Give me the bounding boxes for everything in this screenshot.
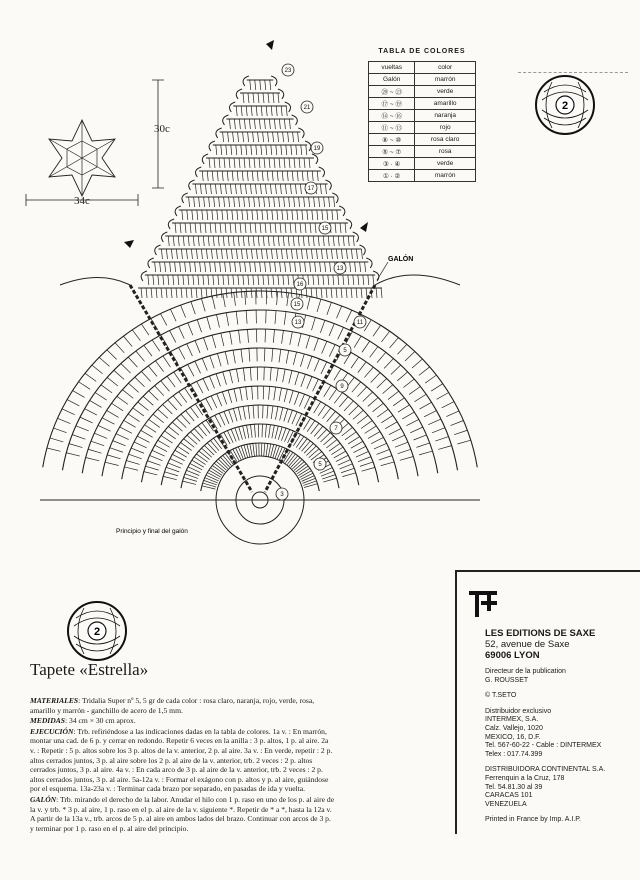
star-shape-icon [49,120,115,196]
svg-text:13: 13 [294,320,302,326]
table-cell: rojo [415,122,476,134]
paragraph-label: MEDIDAS [30,716,66,726]
svg-text:15: 15 [321,226,329,232]
table-row [369,170,476,182]
width-label: 34c [74,195,90,207]
decorative-dash-line [518,72,628,73]
svg-text:17: 17 [307,186,315,192]
svg-text:5: 5 [343,348,347,354]
color-table-grid [368,61,476,182]
distributor-line: CARACAS 101 [485,792,533,800]
copyright: © T.SETO [485,692,517,700]
table-cell: ⑳ ~ ㉓ [369,86,415,98]
article-title: Tapete «Estrella» [30,660,149,679]
round-marker [276,488,288,500]
distributor-line: Ferrenquin a la Cruz, 178 [485,774,565,782]
svg-text:7: 7 [334,426,338,432]
paragraph-galon [30,795,335,833]
table-row [369,74,476,86]
galon-label: GALÓN [388,256,414,263]
table-cell: ⑰ ~ ⑲ [369,98,415,110]
round-marker [282,64,294,76]
paragraph-text: : Tridalia Super nº 5, 5 gr de cada color : rosa claro, naranja, rojo, verde, rosa, amarillo y marrón - ganchillo de acero de 1,5 mm. [30,696,315,715]
svg-text:13: 13 [336,266,344,272]
distributor-line: VENEZUELA [485,800,527,808]
table-cell: Galón [369,74,415,86]
svg-text:11: 11 [356,320,364,326]
publisher-city: 69006 LYON [485,650,540,661]
arrow-marker-icon [360,222,368,232]
svg-text:5: 5 [318,462,322,468]
table-cell: naranja [415,110,476,122]
paragraph-ejecucion [30,727,335,794]
publisher-info [485,628,635,825]
galon-start-label: Principio y final del galón [116,528,188,535]
round-marker [311,142,323,154]
table-cell: verde [415,158,476,170]
paragraph-materials [30,696,335,715]
svg-text:15: 15 [293,302,301,308]
table-header: vueltas [369,62,415,74]
table-cell: ⑧ ~ ⑩ [369,134,415,146]
round-marker [291,298,303,310]
table-row [369,134,476,146]
paragraph-text: : Trb. mirando el derecho de la labor. Anudar el hilo con 1 p. raso en uno de los p. al aire de la v. y trb. * 3 p. al aire, 1 p. raso en el p. al aire de la v. siguiente *. Repetir de * a *, hasta la 12a v. A partir de la 13a v., trb. arcos de 5 p. al aire en ambos lados del brazo. Continuar con arcos de 3 p. y terminar por 1 p. raso en el p. al aire del principio. [30,794,335,833]
table-row [369,98,476,110]
table-cell: ⑭ ~ ⑯ [369,110,415,122]
round-marker [292,316,304,328]
paragraph-label: EJECUCIÓN [30,726,74,736]
round-marker [294,278,306,290]
table-cell: ③ · ④ [369,158,415,170]
round-marker [305,182,317,194]
distributor-line: Tel. 54.81.30 al 39 [485,783,543,791]
distributor-line: Telex : 017.74.399 [485,750,543,758]
table-cell: marrón [415,74,476,86]
printed-note: Printed in France by Imp. A.I.P. [485,816,581,824]
svg-text:16: 16 [296,282,304,288]
height-label: 30c [154,123,170,135]
round-marker [301,101,313,113]
color-table [368,48,476,182]
paragraph-label: MATERIALES [30,696,79,705]
distributor-line: DISTRIBUIDORA CONTINENTAL S.A. [485,766,606,774]
round-marker [336,380,348,392]
table-cell: ① · ② [369,170,415,182]
table-cell: amarillo [415,98,476,110]
distributor-label: Distribuidor exclusivo [485,707,552,715]
publisher-logo-icon [467,588,501,618]
arrow-marker-icon [124,240,134,248]
table-cell: rosa [415,146,476,158]
paragraph-text: : Trb. refiriéndose a las indicaciones dadas en la tabla de colores. 1a v. : En marrón, montar una cad. de 6 p. y cerrar en redondo. Repetir 6 veces en la anilla : 3 p. altos, 1 p. al aire. 2a v. : Repetir : 5 p. altos sobre los 3 p. altos de la v. anterior, 2 p. al aire. 3a v. : En verde, repetir : 2 p. altos cerrados juntos, 3 p. al aire sobre los 2 p. al aire de la v. anterior, trb. 2 veces : 2 p. altos cerrados juntos, 3 p. al aire. 4a v. : En cada arco de 3 p. al aire de la v. anterior, trb. 2 veces : 2 p. altos cerrados juntos, 3 p. al aire. 5a-12a v. : Formar el exágono con p. altos y p. al aire, guiándose por el esquema. 13a-23a v. : Terminar cada brazo por separado, en pasadas de ida y vuelta. [30,726,333,794]
arrow-marker-icon [266,40,274,50]
svg-text:21: 21 [303,105,311,111]
svg-text:3: 3 [280,492,284,498]
table-row [369,158,476,170]
publisher-name: LES EDITIONS DE SAXE [485,628,596,639]
round-marker [334,262,346,274]
table-cell: ⑪ ~ ⑬ [369,122,415,134]
round-marker [314,458,326,470]
color-table-title: TABLA DE COLORES [378,48,466,55]
round-marker [354,316,366,328]
paragraph-medidas [30,716,335,726]
difficulty-badge [66,600,128,662]
round-marker [330,422,342,434]
director-label: Directeur de la publication [485,668,566,675]
distributor-line: Calz. Vallejo, 1020 [485,724,543,732]
table-header: color [415,62,476,74]
difficulty-badge [534,74,596,136]
table-row [369,110,476,122]
table-row [369,146,476,158]
table-cell: marrón [415,170,476,182]
publisher-street: 52, avenue de Saxe [485,639,570,650]
director-name: G. ROUSSET [485,676,529,684]
svg-text:19: 19 [313,146,321,152]
article-body [30,696,335,834]
table-cell: verde [415,86,476,98]
badge-number: 2 [561,100,569,112]
badge-number: 2 [93,626,101,638]
distributor-line: MEXICO, 16, D.F. [485,733,541,741]
distributor-line: Tel. 567-60-22 - Cable : DINTERMEX [485,742,602,750]
table-cell: rosa claro [415,134,476,146]
paragraph-text: : 34 cm × 30 cm aprox. [65,716,136,726]
round-marker [339,344,351,356]
table-row [369,122,476,134]
distributor-line: INTERMEX, S.A. [485,716,539,724]
round-marker [319,222,331,234]
svg-text:9: 9 [340,384,344,390]
table-cell: ⑤ ~ ⑦ [369,146,415,158]
table-row [369,86,476,98]
svg-text:23: 23 [284,68,292,74]
paragraph-label: GALÓN [30,794,57,804]
